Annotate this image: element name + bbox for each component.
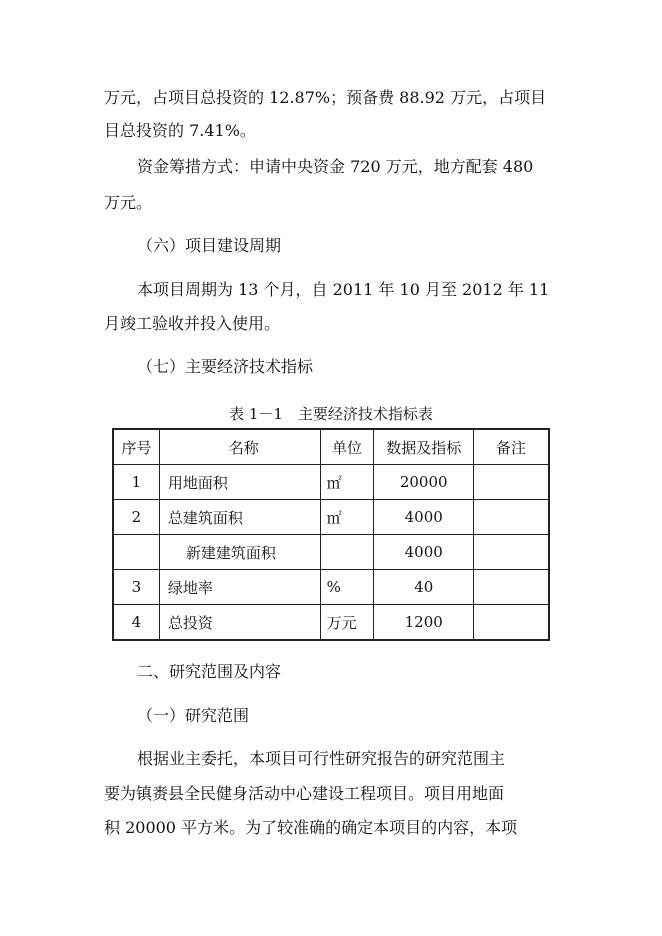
row-note bbox=[474, 605, 549, 641]
row-unit bbox=[320, 535, 374, 570]
row-name: 总建筑面积 bbox=[159, 500, 320, 535]
row-unit: % bbox=[320, 570, 374, 605]
header-name: 名称 bbox=[159, 429, 320, 465]
row-no: 3 bbox=[113, 570, 159, 605]
header-unit: 单位 bbox=[320, 429, 374, 465]
row-note bbox=[474, 465, 549, 500]
funding-text-line-1: 资金筹措方式：申请中央资金 720 万元，地方配套 480 bbox=[137, 157, 534, 176]
section-two-heading: 二、研究范围及内容 bbox=[137, 662, 282, 681]
header-no: 序号 bbox=[113, 429, 159, 465]
row-no: 2 bbox=[113, 500, 159, 535]
table-caption: 表 1－1 主要经济技术指标表 bbox=[229, 405, 433, 423]
funding-text-line-2: 万元。 bbox=[104, 193, 153, 212]
table-row bbox=[113, 500, 549, 535]
row-no bbox=[113, 535, 159, 570]
heading-construction-period: （六）项目建设周期 bbox=[137, 236, 282, 255]
heading-research-scope: （一）研究范围 bbox=[137, 706, 250, 725]
row-note bbox=[474, 570, 549, 605]
table-row bbox=[113, 465, 549, 500]
row-value: 20000 bbox=[374, 465, 474, 500]
row-note bbox=[474, 535, 549, 570]
row-unit: ㎡ bbox=[320, 465, 374, 500]
table-row bbox=[113, 535, 549, 570]
row-no: 1 bbox=[113, 465, 159, 500]
row-name: 总投资 bbox=[159, 605, 320, 641]
header-note: 备注 bbox=[474, 429, 549, 465]
table-row bbox=[113, 605, 549, 641]
header-value: 数据及指标 bbox=[374, 429, 474, 465]
row-value: 1200 bbox=[374, 605, 474, 641]
row-name: 用地面积 bbox=[159, 465, 320, 500]
investment-text-line-2: 目总投资的 7.41%。 bbox=[104, 121, 256, 140]
heading-economic-indicators: （七）主要经济技术指标 bbox=[137, 357, 314, 376]
row-name: 新建建筑面积 bbox=[159, 535, 320, 570]
row-no: 4 bbox=[113, 605, 159, 641]
period-text-line-1: 本项目周期为 13 个月，自 2011 年 10 月至 2012 年 11 bbox=[137, 280, 550, 299]
table-header-row bbox=[113, 429, 549, 465]
scope-text-line-2: 要为镇赉县全民健身活动中心建设工程项目。项目用地面 bbox=[104, 784, 505, 803]
row-value: 4000 bbox=[374, 535, 474, 570]
indicators-table bbox=[112, 428, 550, 641]
scope-text-line-1: 根据业主委托，本项目可行性研究报告的研究范围主 bbox=[137, 749, 506, 768]
investment-text-line-1: 万元，占项目总投资的 12.87%；预备费 88.92 万元，占项目 bbox=[104, 88, 547, 107]
row-value: 4000 bbox=[374, 500, 474, 535]
row-note bbox=[474, 500, 549, 535]
row-unit: ㎡ bbox=[320, 500, 374, 535]
period-text-line-2: 月竣工验收并投入使用。 bbox=[104, 314, 281, 333]
row-value: 40 bbox=[374, 570, 474, 605]
row-name: 绿地率 bbox=[159, 570, 320, 605]
table-row bbox=[113, 570, 549, 605]
row-unit: 万元 bbox=[320, 605, 374, 641]
scope-text-line-3: 积 20000 平方米。为了较准确的确定本项目的内容，本项 bbox=[104, 818, 518, 837]
